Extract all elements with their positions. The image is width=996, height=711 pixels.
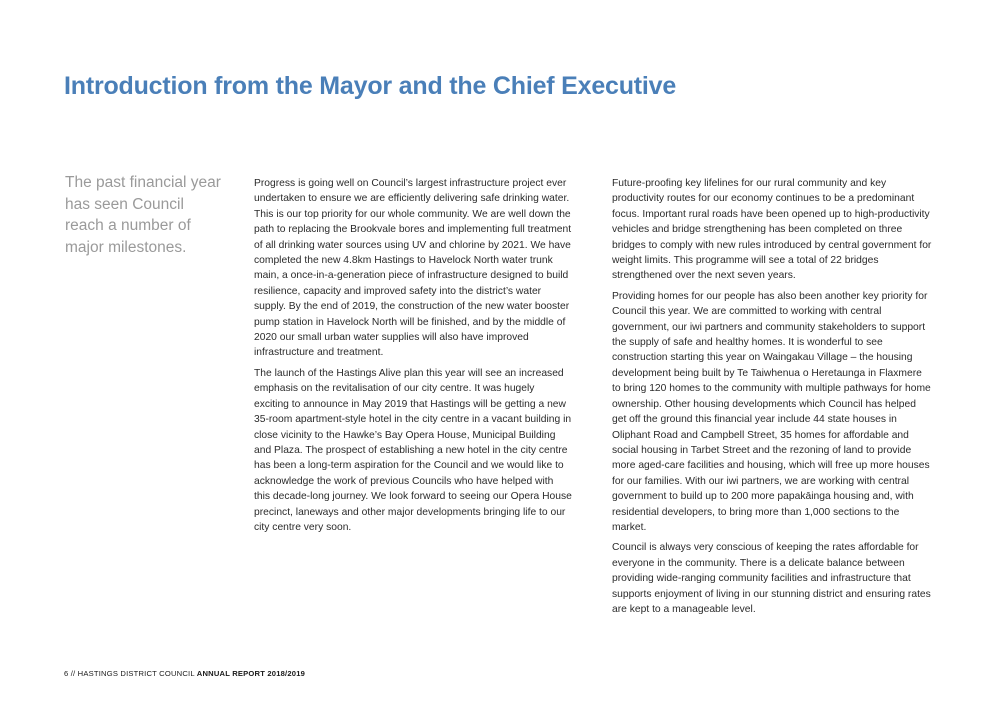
paragraph: Providing homes for our people has also been another key priority for Council this year. We are committed to working with central government, our iwi partners and community stakeholders to support the supply of safe and healthy homes. It is wonderful to see construction starting this year on Waingakau Village – the housing development being built by Te Taiwhenua o Heretaunga in Flaxmere to bring 120 homes to the community with multiple pathways for home ownership. Other housing developments which Council has helped get off the ground this financial year include 44 state houses in Oliphant Road and Campbell Street, 35 homes for affordable and social housing in Tarbet Street and the rezoning of land to provide more aged-care facilities and housing, which will free up more houses for our families. With our iwi partners, we are working with central government to build up to 200 more papakāinga housing and, with residential developers, to bring more than 1,000 sections to the market.	[612, 290, 931, 533]
paragraph: Progress is going well on Council’s largest infrastructure project ever undertaken to ensure we are efficiently delivering safe drinking water. This is our top priority for our whole community. We are well down the path to replacing the Brookvale bores and implementing full treatment of all drinking water sources using UV and chlorine by 2021. We have completed the new 4.8km Hastings to Havelock North water trunk main, a once-in-a-generation piece of infrastructure designed to build resilience, capacity and improved safety into the district’s water supply. By the end of 2019, the construction of the new water booster pump station in Havelock North will be finished, and by the middle of 2020 our small urban water supplies will also have improved infrastructure and treatment.	[254, 178, 572, 359]
paragraph: Council is always very conscious of keeping the rates affordable for everyone in the community. There is a delicate balance between providing wide-ranging community facilities and infrastructure that supports enjoyment of living in our stunning district and ensuring rates are kept to a manageable level.	[612, 542, 931, 615]
footer-report-label: ANNUAL REPORT 2018/2019	[196, 669, 306, 678]
body-column-right	[612, 176, 932, 622]
page-footer	[64, 669, 305, 678]
pull-quote: The past financial year has seen Council reach a number of major milestones.	[65, 174, 221, 257]
paragraph: The launch of the Hastings Alive plan this year will see an increased emphasis on the revitalisation of our city centre. It was hugely exciting to announce in May 2019 that Hastings will be getting a new 35-room apartment-style hotel in the city centre in a vacant building in close vicinity to the Hawke’s Bay Opera House, Municipal Building and Plaza. The prospect of establishing a new hotel in the city centre has been a long-term aspiration for the Council and we would like to acknowledge the work of previous Councils who have helped with this decade-long journey. We look forward to seeing our Opera House precinct, laneways and other major developments bringing life to our city centre very soon.	[254, 367, 572, 533]
page-title: Introduction from the Mayor and the Chief Executive	[64, 72, 677, 100]
paragraph: Future-proofing key lifelines for our rural community and key productivity routes for our economy continues to be a predominant focus. Important rural roads have been opened up to high-productivity vehicles and bridge strengthening has been completed on three bridges to comply with new rules introduced by central government for weight limits. This programme will see a total of 22 bridges strengthened over the next seven years.	[612, 178, 932, 282]
footer-page-label: 6 // HASTINGS DISTRICT COUNCIL	[64, 669, 197, 678]
body-column-left	[254, 176, 572, 540]
